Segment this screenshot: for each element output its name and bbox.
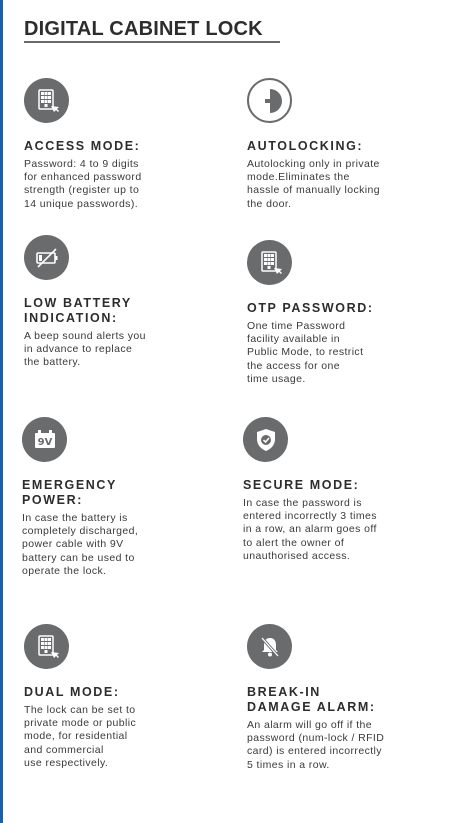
autolock-icon [247, 78, 292, 123]
feature-description: In case the password is entered incorrectly 3 times in a row, an alarm goes off to alert the owner of unauthorised access. [243, 497, 377, 562]
feature-low-battery [24, 235, 224, 370]
feature-title: ACCESS MODE: [24, 139, 141, 153]
page-title: DIGITAL CABINET LOCK [24, 18, 263, 40]
feature-secure-mode [243, 417, 443, 563]
feature-description: The lock can be set to private mode or public mode, for residential and commercial use respectively. [24, 704, 137, 769]
title-underline [24, 41, 280, 43]
battery-low-icon [24, 235, 69, 280]
shield-check-icon [243, 417, 288, 462]
left-edge-bar [0, 0, 3, 823]
keypad-icon [24, 624, 69, 669]
feature-access-mode [24, 78, 224, 211]
keypad-icon [24, 78, 69, 123]
feature-autolocking [247, 78, 447, 211]
feature-title: BREAK-IN DAMAGE ALARM: [247, 685, 376, 714]
feature-title: EMERGENCY POWER: [22, 478, 117, 507]
feature-description: Autolocking only in private mode.Eliminates the hassle of manually locking the door. [247, 158, 380, 210]
feature-description: Password: 4 to 9 digits for enhanced password strength (register up to 14 unique passwords). [24, 158, 142, 210]
feature-otp-password [247, 240, 447, 386]
bell-off-icon [247, 624, 292, 669]
feature-break-in-alarm [247, 624, 447, 772]
feature-title: AUTOLOCKING: [247, 139, 364, 153]
keypad-icon [247, 240, 292, 285]
battery-9v-icon [22, 417, 67, 462]
feature-emergency-power [22, 417, 222, 578]
feature-title: SECURE MODE: [243, 478, 360, 492]
feature-description: In case the battery is completely discharged, power cable with 9V battery can be used to operate the lock. [22, 512, 139, 577]
feature-description: An alarm will go off if the password (num-lock / RFID card) is entered incorrectly 5 times in a row. [247, 719, 385, 771]
feature-description: One time Password facility available in Public Mode, to restrict the access for one time usage. [247, 320, 364, 385]
battery-9v-label: 9V [37, 436, 52, 448]
feature-description: A beep sound alerts you in advance to replace the battery. [24, 330, 146, 369]
feature-title: LOW BATTERY INDICATION: [24, 296, 132, 325]
feature-dual-mode [24, 624, 224, 770]
feature-title: DUAL MODE: [24, 685, 120, 699]
feature-title: OTP PASSWORD: [247, 301, 374, 315]
